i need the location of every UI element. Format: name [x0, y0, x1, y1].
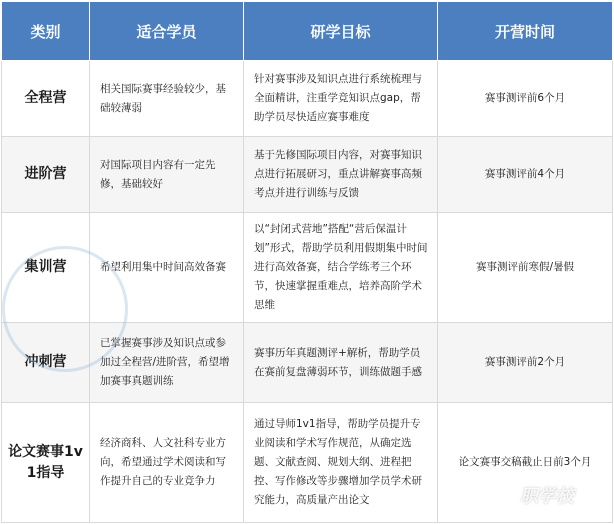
row-students: 经济商科、人文社科专业方向，希望通过学术阅读和写作提升自己的专业竞争力 [90, 403, 244, 523]
table-row [2, 61, 613, 137]
row-students: 已掌握赛事涉及知识点或参加过全程营/进阶营，希望增加赛事真题训练 [90, 323, 244, 403]
table-row [2, 403, 613, 523]
program-table [1, 1, 613, 523]
row-goal: 以“封闭式营地”搭配“营后保温计划”形式，帮助学员利用假期集中时间进行高效备赛，结合学练考三个环节，快速掌握重难点，培养高阶学术思维 [244, 213, 438, 323]
row-time: 赛事测评前6个月 [438, 61, 613, 137]
row-goal: 基于先修国际项目内容，对赛事知识点进行拓展研习，重点讲解赛事高频考点并进行训练与反馈 [244, 137, 438, 213]
table-row [2, 137, 613, 213]
row-time: 论文赛事交稿截止日前3个月 [438, 403, 613, 523]
header-category: 类别 [2, 2, 90, 61]
row-category: 论文赛事1v1指导 [2, 403, 90, 523]
table-header-row [2, 2, 613, 61]
header-goal: 研学目标 [244, 2, 438, 61]
row-category: 全程营 [2, 61, 90, 137]
row-category: 集训营 [2, 213, 90, 323]
row-time: 赛事测评前2个月 [438, 323, 613, 403]
header-students: 适合学员 [90, 2, 244, 61]
table-row [2, 323, 613, 403]
header-time: 开营时间 [438, 2, 613, 61]
row-goal: 通过导师1v1指导，帮助学员提升专业阅读和学术写作规范，从确定选题、文献查阅、规划大纲、进程把控、写作修改等步骤增加学员学术研究能力，高质量产出论文 [244, 403, 438, 523]
row-time: 赛事测评前寒假/暑假 [438, 213, 613, 323]
table-row [2, 213, 613, 323]
row-category: 进阶营 [2, 137, 90, 213]
row-goal: 赛事历年真题测评+解析，帮助学员在赛前复盘薄弱环节，训练做题手感 [244, 323, 438, 403]
row-students: 对国际项目内容有一定先修，基础较好 [90, 137, 244, 213]
row-time: 赛事测评前4个月 [438, 137, 613, 213]
row-category: 冲刺营 [2, 323, 90, 403]
row-goal: 针对赛事涉及知识点进行系统梳理与全面精讲，注重学竞知识点gap，帮助学员尽快适应赛事难度 [244, 61, 438, 137]
watermark-brand-logo: 职学校 [520, 486, 574, 507]
row-students: 希望利用集中时间高效备赛 [90, 213, 244, 323]
row-students: 相关国际赛事经验较少，基础较薄弱 [90, 61, 244, 137]
